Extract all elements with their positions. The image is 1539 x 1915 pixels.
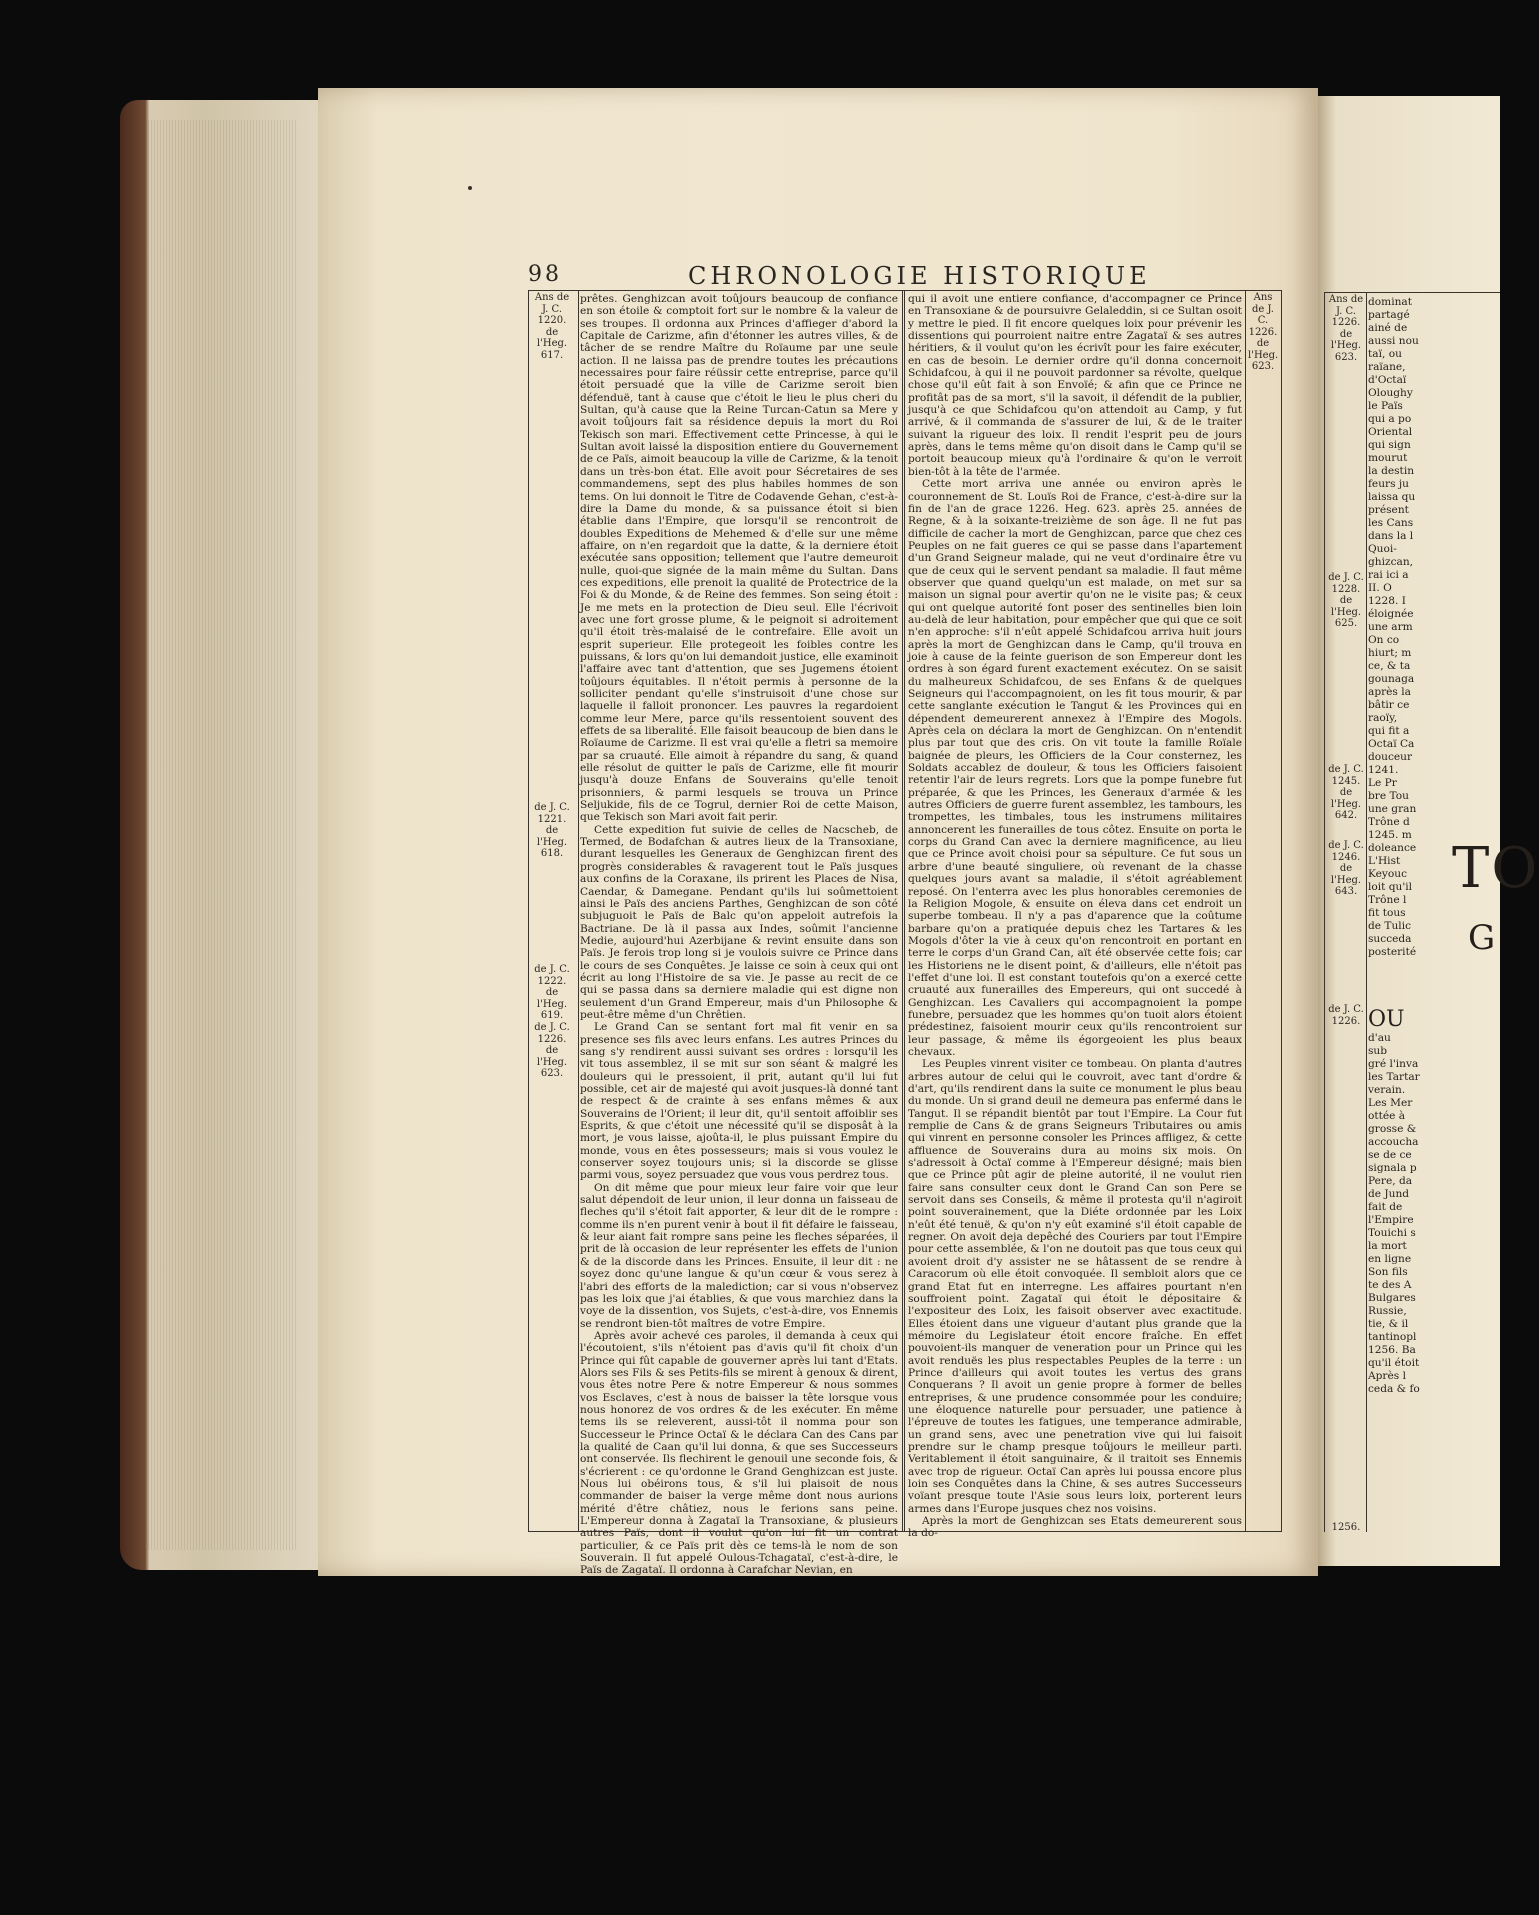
next-page-line: gounaga [1368, 673, 1415, 685]
next-page-line: verain. [1368, 1084, 1406, 1096]
margin-note: de J. C. 1246. de l'Heg. 643. [1328, 840, 1364, 897]
next-page-line: ce, & ta [1368, 660, 1411, 672]
next-page-line: Russie, [1368, 1305, 1407, 1317]
next-page-line: Après l [1368, 1370, 1406, 1382]
next-page-lines [1368, 296, 1500, 958]
paragraph: On dit même que pour mieux leur faire voir que leur salut dépendoit de leur union, il leur donna un faisseau de fleches qu'il s'étoit fait apporter, & leur dit de le rompre : comme ils n'en purent venir à bout il fit défaire le faisseau, & leur aiant fait rompre sans peine les fleches séparées, il prit de là occasion de leur représenter les effets de l'union & de la discorde dans les Princes. Ensuite, il leur dit : ne soyez donc qu'une langue & qu'un cœur & vous serez à l'abri des efforts de la malediction; car si vous n'observez pas les loix que j'ai établies, & que vous marchiez dans la voye de la dissention, vos Sujets, c'est-à-dire, vos Ennemis se rendront bien-tôt maîtres de votre Empire. [580, 1181, 898, 1330]
next-page-line: douceur [1368, 751, 1413, 763]
page-header [528, 262, 1288, 290]
next-page-line: en ligne [1368, 1253, 1412, 1265]
column-rule-center-2 [904, 291, 905, 1531]
next-page-line: OU [1368, 1007, 1405, 1032]
next-page-line: qu'il étoit [1368, 1357, 1420, 1369]
next-page-line: aussi nou [1368, 335, 1419, 347]
next-page-line: Oriental [1368, 426, 1413, 438]
next-page-line: te des A [1368, 1279, 1412, 1291]
paragraph: Après avoir achevé ces paroles, il demanda à ceux qui l'écoutoient, s'ils n'étoient pas d'avis qu'il fit choix d'un Prince qui fût capable de gouverner après lui tant d'Etats. Alors ses Fils & ses Petits-fils se mirent à genoux & dirent, vous êtes notre Pere & notre Empereur & nous sommes vos Esclaves, c'est à nous de baisser la tête lorsque vous nous honorez de vos ordres & de les exécuter. En même tems ils se releverent, aussi-tôt il nomma pour son Successeur le Prince Octaï & le déclara Can des Cans par la qualité de Caan qu'il lui donna, & que ses Successeurs ont conservée. Ils flechirent le genouil une seconde fois, & s'écrierent : ce qu'ordonne le Grand Genghizcan est juste. Nous lui obéirons tous, & s'il lui plaisoit de nous commander de baiser la verge même dont nous aurions mérité d'être châtiez, nous le ferions sans peine. L'Empereur donna à Zagataï la Transoxiane, & plusieurs autres Païs, dont il voulut qu'on lui fit un contrat particulier, & ce Païs prit dès ce tems-là le nom de son Souverain. Il fut appelé Oulous-Tchagataï, c'est-à-dire, le Païs de Zagataï. Il ordonna à Carafchar Nevian, en [580, 1329, 898, 1577]
margin-note: Ans de J. C. 1226. de l'Heg. 623. [1328, 294, 1364, 363]
next-page-line: posterité [1368, 946, 1417, 958]
next-page-line: mourut [1368, 452, 1408, 464]
text-column-right [908, 293, 1242, 1540]
next-page-line: la destin [1368, 465, 1415, 477]
next-page-line: bre Tou [1368, 790, 1409, 802]
next-page-line: l'Empire [1368, 1214, 1414, 1226]
next-page-line: après la [1368, 686, 1411, 698]
next-page-line: de Jund [1368, 1188, 1410, 1200]
next-page-line: 1256. Ba [1368, 1344, 1416, 1356]
next-page-line: 1241. [1368, 764, 1399, 776]
next-page-line: Bulgares [1368, 1292, 1416, 1304]
next-page-line: le Païs [1368, 400, 1403, 412]
next-page-line: raoïy, [1368, 712, 1398, 724]
text-column-left [580, 293, 898, 1577]
margin-note: de J. C. 1226. [1328, 1004, 1364, 1027]
margin-note: Ans de J. C. 1226. de l'Heg. 623. [1248, 292, 1279, 372]
next-page-line: Trône l [1368, 894, 1407, 906]
next-page-line: Trône d [1368, 816, 1410, 828]
next-page-line: une gran [1368, 803, 1417, 815]
paragraph: Cette mort arriva une année ou environ après le couronnement de St. Louïs Roi de France, c'est-à-dire sur la fin de l'an de grace 1226. Heg. 623. après 25. années de Regne, & à la soixante-treizième de son âge. Il ne fut pas difficile de cacher la mort de Genghizcan, parce que chez ces Peuples on ne fait gueres ce qui se passe dans l'apartement d'un Grand Seigneur malade, qui ne veut d'ordinaire être vu que de ceux qui le servent pendant sa maladie. Il faut même observer que quand quelqu'un est malade, on met sur sa maison un signal pour avertir qu'on ne le visite pas; & ceux qui ont quelque autorité font poser des sentinelles bien loin au-delà de leur habitation, pour empêcher que qui que ce soit n'en approche: s'il n'eût appelé Schidafcou arriva huit jours après la mort de Genghizcan dans le Camp, qu'il trouva en joie à cause de la feinte guerison de son Empereur dont les ordres à son égard furent exactement exécutez. On se saisit du malheureux Schidafcou, de ses Enfans & de quelques Seigneurs qui l'accompagnoient, on les fit tous mourir, & par cette sanglante exécution le Tangut & les Provinces qui en dépendent demeurerent annexez à l'Empire des Mogols. Après cela on déclara la mort de Genghizcan. On n'entendit plus par tout que des cris. On vit toute la famille Roïale baignée de pleurs, les Officiers de la Cour consternez, les Soldats accablez de douleur, & tous les Officiers faisoient retentir l'air de leurs regrets. Lors que la pompe funebre fut préparée, & que les Princes, les Generaux d'armée & les autres Officiers de guerre furent assemblez, les tambours, les trompettes, les timbales, tous les instrumens militaires annoncerent les funerailles de tous côtez. Ensuite on porta le corps du Grand Can avec la derniere magnificence, au lieu que ce Prince avoit choisi pour sa sépulture. Ce fut sous un arbre d'une beauté singuliere, où revenant de la chasse quelques jours avant sa maladie, il s'étoit agréablement reposé. On l'enterra avec les plus honorables ceremonies de la Religion Mogole, & ensuite on éleva dans cet endroit un superbe tombeau. Il n'y a pas d'aparence que la coûtume barbare qu'on a pratiquée depuis chez les Tartares & les Mogols d'ôter la vie à ceux qu'on rencontroit en portant en terre le corps d'un Grand Can, aït été observée cette fois; car les Historiens ne le disent point, & d'ailleurs, elle n'étoit pas l'effet d'une loi. Il est constant toutefois qu'on a exercé cette cruauté aux funerailles des Empereurs, qui ont succedé à Genghizcan. Les Cavaliers qui accompagnoient la pompe funebre, persuadez que les hommes qu'on tuoit alors étoient prédestinez, faisoient mourir ceux qu'ils rencontroient sur leur passage, & même ils égorgeoient les plus beaux chevaux. [908, 478, 1242, 1058]
next-page-line: ottée à [1368, 1110, 1406, 1122]
next-page-line: On co [1368, 634, 1400, 646]
next-page-line: gré l'inva [1368, 1058, 1419, 1070]
next-page-line: la mort [1368, 1240, 1407, 1252]
next-page-line: partagé [1368, 309, 1410, 321]
margin-note: de J. C. 1245. de l'Heg. 642. [1328, 764, 1364, 821]
paragraph: Cette expedition fut suivie de celles de Nacscheb, de Termed, de Bodafchan & autres lieux de la Transoxiane, durant lesquelles les Generaux de Genghizcan firent des progrès considerables & ravagerent tout le Païs jusques aux confins de la Coraxane, ils prirent les Places de Nisa, Caendar, & Damegane. Pendant qu'ils lui soûmettoient ainsi le Païs des anciens Parthes, Genghizcan de son côté subjuguoit le Païs de Balc qu'on appeloit autrefois la Bactriane. De là il passa aux Indes, soûmit l'ancienne Medie, aujourd'hui Azerbijane & revint ensuite dans son Païs. Je ferois trop long si je voulois suivre ce Prince dans le cours de ses Conquêtes. Je laisse ce soin à ceux qui ont écrit au long l'Histoire de sa vie. Je passe au recit de ce qui se passa dans sa derniere maladie qui est digne non seulement d'un Grand Empereur, mais d'un Philosophe & peut-être même d'un Chrêtien. [580, 823, 898, 1021]
next-page-line: L'Hist [1368, 855, 1401, 867]
next-page-line: Les Mer [1368, 1097, 1413, 1109]
next-page-margin-rule [1366, 292, 1367, 1532]
next-page-line: 1228. I [1368, 595, 1406, 607]
next-page-line: fit tous [1368, 907, 1406, 919]
next-page-line: de Tulic [1368, 920, 1412, 932]
next-page-line: sub [1368, 1045, 1388, 1057]
margin-note: de J. C. 1226. de l'Heg. 623. [534, 1022, 570, 1079]
next-page-line: d'Octaï [1368, 374, 1407, 386]
next-page-line: qui a po [1368, 413, 1412, 425]
next-page-line: tie, & il [1368, 1318, 1409, 1330]
next-page-line: Son fils [1368, 1266, 1408, 1278]
next-page-line: 1245. m [1368, 829, 1412, 841]
next-page-line: qui sign [1368, 439, 1411, 451]
next-page-line: Pere, da [1368, 1175, 1413, 1187]
margin-rule-right [1245, 291, 1246, 1531]
next-page-line: raïane, [1368, 361, 1406, 373]
paragraph: Le Grand Can se sentant fort mal fit venir en sa presence ses fils avec leurs enfans. Les autres Princes du sang s'y rendirent aussi suivant ses ordres : lorsqu'il les vit tous assemblez, il se mit sur son séant & malgré les douleurs qui le pressoient, il prit, autant qu'il lui fut possible, cet air de majesté qui avoit jusques-là donné tant de respect & de crainte à ses enfans mêmes & aux Souverains de l'Orient; il leur dit, qu'il sentoit affoiblir ses Esprits, & que c'étoit une nécessité qu'il se disposât à la mort, je vous laisse, ajoûta-il, le plus puissant Empire du monde, vous en êtes possesseurs; mais si vous voulez le conserver soyez toujours unis; si la discorde se glisse parmi vous, soyez persuadez que vous vous perdrez tous. [580, 1021, 898, 1182]
next-page-line: dans la l [1368, 530, 1414, 542]
next-page-line: Quoi- [1368, 543, 1397, 555]
next-page-line: rai ici a [1368, 569, 1409, 581]
next-page-line: éloignée [1368, 608, 1414, 620]
next-page-line: laissa qu [1368, 491, 1416, 503]
margin-note: de J. C. 1222. de l'Heg. 619. [534, 964, 570, 1021]
margin-note: de J. C. 1221. de l'Heg. 618. [534, 802, 570, 859]
next-page-line: II. O [1368, 582, 1392, 594]
next-page-line: taï, ou [1368, 348, 1402, 360]
paragraph: prêtes. Genghizcan avoit toûjours beaucoup de confiance en son étoile & comptoit fort sur le nombre & la valeur de ses troupes. Il ordonna aux Princes d'affieger d'abord la Capitale de Carizme, afin d'étonner les autres villes, & de tâcher de se rendre Maître du Roïaume par une seule action. Il ne laissa pas de prendre toutes les précautions necessaires pour faire réüssir cette entreprise, parce qu'il étoit persuadé que la ville de Carizme seroit bien défenduë, tant à cause que c'étoit le lieu le plus cheri du Sultan, qu'à cause que la Reine Turcan-Catun sa Mere y avoit toûjours fait sa résidence depuis la mort du Roi Tekisch son mari. Effectivement cette Princesse, à qui le Sultan avoit laissé la disposition entiere du Gouvernement de ce Païs, aimoit beaucoup la ville de Carizme, & la tenoit dans un très-bon état. Elle avoit pour Sécretaires de ses commandemens, sept des plus habiles hommes de son tems. On lui donnoit le Titre de Codavende Gehan, c'est-à-dire la Dame du monde, & sa puissance étoit si bien établie dans l'Empire, que lorsqu'il se rencontroit de doubles Expeditions de Mehemed & d'elle sur une même affaire, on n'en regardoit que la datte, & la derniere étoit exécutée sans opposition; tellement que l'autre demeuroit nulle, quoi-que signée de la main même du Sultan. Dans ces expeditions, elle prenoit la qualité de Protectrice de la Foi & du Monde, & de Reine des femmes. Son seing étoit : Je me mets en la protection de Dieu seul. Elle l'écrivoit avec une fort grosse plume, & le peignoit si adroitement qu'il étoit très-malaisé de le contrefaire. Elle avoit un esprit superieur. Elle protegeoit les foibles contre les puissans, & lors qu'on lui demandoit justice, elle examinoit l'affaire avec tant d'attention, que ses Jugemens étoient toûjours équitables. Il n'étoit permis à personne de la solliciter pendant qu'elle s'instruisoit d'une chose sur laquelle il falloit prononcer. Les pauvres la regardoient comme leur Mere, parce qu'ils ressentoient souvent des effets de sa liberalité. Elle faisoit beaucoup de bien dans le Roïaume de Carizme. Il est vrai qu'elle a fletri sa memoire par sa cruauté. Elle aimoit à répandre du sang, & quand elle résolut de quitter le païs de Carizme, elle fit mourir jusqu'à douze Enfans de Souverains qu'elle tenoit prisonniers, & parmi lesquels se trouva un Prince Seljukide, fils de ce Togrul, dernier Roi de cette Maison, que Tekisch son Mari avoit fait perir. [580, 293, 898, 824]
next-page-line: ainé de [1368, 322, 1408, 334]
next-page-line: doleance [1368, 842, 1417, 854]
next-page-line: loit qu'il [1368, 881, 1413, 893]
running-title: CHRONOLOGIE HISTORIQUE [688, 262, 1151, 290]
next-page-line: présent [1368, 504, 1409, 516]
next-page-lines-2 [1368, 1008, 1500, 1528]
margin-note: Ans de J. C. 1220. de l'Heg. 617. [534, 292, 570, 361]
next-page-line: une arm [1368, 621, 1413, 633]
next-page-line: d'au [1368, 1032, 1391, 1044]
next-page-line: les Cans [1368, 517, 1414, 529]
margin-note: 1256. [1331, 1522, 1361, 1533]
column-rule-center-1 [902, 291, 903, 1531]
next-page-frame-left [1324, 292, 1325, 1532]
paragraph: Après la mort de Genghizcan ses Etats demeurerent sous la do- [908, 1515, 1242, 1540]
book-fore-edge-left [120, 100, 330, 1570]
next-page-line: qui fit a [1368, 725, 1410, 737]
next-page-line: Oloughy [1368, 387, 1413, 399]
next-page-line: ghizcan, [1368, 556, 1414, 568]
next-page-frame-top [1324, 292, 1500, 293]
paragraph: Les Peuples vinrent visiter ce tombeau. On planta d'autres arbres autour de celui qui le couvroit, avec tant d'ordre & d'art, qu'ils rendirent dans la suite ce monument le plus beau du monde. Un si grand deuil ne demeura pas enfermé dans le Tangut. Il se répandit bientôt par tout l'Empire. La Cour fut remplie de Cans & de grans Seigneurs Tributaires ou amis qui vinrent en personne consoler les Princes affligez, & cette affluence de Souverains dura au moins six mois. On s'adressoit à Octaï comme à l'Empereur désigné; mais bien que ce Prince pût agir de pleine autorité, il ne voulut rien faire sans consulter ceux dont le Grand Can son Pere se servoit dans ses Conseils, & même il protesta qu'il n'agiroit point souverainement, que la Diéte ordonnée par les Loix n'eût été tenuë, & qu'on n'y eût examiné s'il étoit capable de regner. On avoit deja depêché des Couriers par tout l'Empire pour cette assemblée, & l'on ne doutoit pas que tous ceux qui avoient droit d'y assister ne se hâtassent de se rendre à Caracorum où elle étoit convoquée. Il sembloit alors que ce grand Etat fut en interregne. Les affaires pourtant n'en souffroient point. Zagataï qui étoit le dépositaire & l'expositeur des Loix, les faisoit observer avec exactitude. Elles étoient dans une vigueur d'autant plus grande que la mémoire du Legislateur étoit encore fraîche. En effet pouvoient-ils manquer de veneration pour un Prince qui les avoit renduës les plus respectables Peuples de la terre : un Prince d'ailleurs qui avoit toutes les vertus des grans Conquerans ? Il avoit un genie propre à former de belles entreprises, & une prudence consommée pour les conduire; une éloquence naturelle pour persuader, une patience à l'épreuve de toutes les fatigues, une temperance admirable, un grand sens, avec une penetration vive qui lui faisoit prendre sur le champ presque toûjours le meilleur parti. Veritablement il étoit sanguinaire, & il traitoit ses Ennemis avec trop de rigueur. Octaï Can après lui poussa encore plus loin ses Conquêtes dans la Chine, & ses autres Successeurs voïant presque toute l'Asie sous leurs loix, porterent leurs armes dans l'Europe jusques chez nos voisins. [908, 1058, 1242, 1515]
next-page-line: signala p [1368, 1162, 1417, 1174]
next-page-line: Touichi s [1368, 1227, 1416, 1239]
next-page-line: se de ce [1368, 1149, 1412, 1161]
next-page-line: Octaï Ca [1368, 738, 1415, 750]
next-page-line: bâtir ce [1368, 699, 1410, 711]
next-page-line: les Tartar [1368, 1071, 1420, 1083]
next-page-line: grosse & [1368, 1123, 1417, 1135]
paragraph: qui il avoit une entiere confiance, d'accompagner ce Prince en Transoxiane & de poursuivre Gelaleddin, si ce Sultan osoit y mettre le pied. Il fit encore quelques loix pour prévenir les dissentions qui pourroient naitre entre Zagataï & ses autres héritiers, & il voulut qu'on les écrivît pour les faire exécuter, en cas de besoin. Le dernier ordre qu'il donna concernoit Schidafcou, à qui il ne pouvoit pardonner sa révolte, quelque chose qu'il eût fait à son Envoïé; & afin que ce Prince ne profitât pas de sa mort, s'il la savoit, il défendit de la publier, jusqu'à ce que Schidafcou qu'on attendoit au Camp, y fut arrivé, & il commanda de s'assurer de lui, & de le traiter suivant la rigueur des loix. Il rendit l'esprit peu de jours après, dans le tems même qu'on disoit dans le Camp qu'il se portoit beaucoup mieux qu'à l'ordinaire & qu'on le verroit bien-tôt à la tête de l'armée. [908, 293, 1242, 478]
next-page-heading-small: G [1468, 918, 1496, 958]
next-page-line: fait de [1368, 1201, 1403, 1213]
next-page-line: ceda & fo [1368, 1383, 1420, 1395]
margin-rule-left [578, 291, 579, 1531]
ink-spot [468, 186, 472, 190]
margin-note: de J. C. 1228. de l'Heg. 625. [1328, 572, 1364, 629]
next-page-line: Keyouc [1368, 868, 1408, 880]
left-margin-notes [532, 292, 576, 1522]
next-page-line: dominat [1368, 296, 1412, 308]
page-number: 98 [528, 262, 562, 287]
next-page-heading-large: TO [1452, 836, 1539, 901]
next-page-line: hiurt; m [1368, 647, 1412, 659]
next-page-line: feurs ju [1368, 478, 1409, 490]
next-page-line: tantinopl [1368, 1331, 1417, 1343]
next-page-line: Le Pr [1368, 777, 1397, 789]
next-page-line: accoucha [1368, 1136, 1419, 1148]
next-page-line: succeda [1368, 933, 1412, 945]
